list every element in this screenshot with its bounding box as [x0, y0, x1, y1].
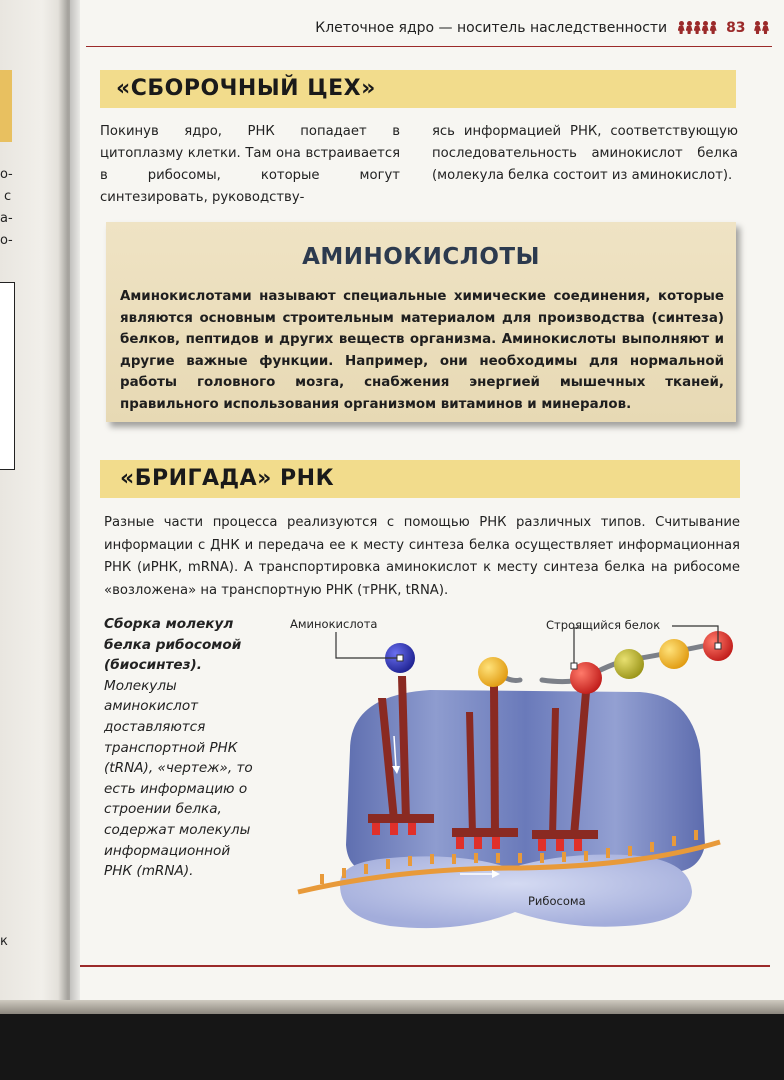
caption-text: Молекулы аминокислот доставляются транспортной РНК (tRNA), «чертеж», то есть информацию о строении белка, содержат молекулы информационной РНК (mRNA).	[104, 677, 253, 880]
left-page-fragment: а-	[0, 211, 13, 226]
caption-title: Сборка молекул белка рибосомой (биосинтез).	[104, 616, 242, 674]
section-title: «СБОРОЧНЫЙ ЦЕХ»	[116, 76, 376, 101]
left-page-fragment: о-	[0, 233, 13, 248]
section-text-col1: Покинув ядро, РНК попадает в цитоплазму клетки. Там она встраивается в рибосомы, которые могут синтезировать, руководству-	[100, 124, 400, 205]
header-rule	[86, 46, 772, 47]
left-page-box	[0, 282, 15, 470]
aminoacids-box	[106, 222, 736, 422]
label-amino-acid: Аминокислота	[290, 617, 378, 631]
section-title: «БРИГАДА» РНК	[120, 466, 335, 491]
section-text-col2: ясь информацией РНК, соответствующую последовательность аминокислот белка (молекула белка состоит из аминокислот).	[432, 124, 738, 183]
footer-rule	[80, 965, 770, 967]
figure-caption	[104, 614, 254, 882]
page-edge	[0, 1000, 784, 1014]
people-icon	[678, 21, 718, 38]
amino-acid-yellow	[478, 657, 508, 687]
page-number: 83	[726, 20, 746, 36]
label-ribosome: Рибосома	[528, 894, 586, 908]
left-page-fragment: о-	[0, 167, 13, 182]
people-icon	[754, 21, 770, 38]
rna-text: Разные части процесса реализуются с помощью РНК различных типов. Считывание информации с ДНК и передача ее к месту синтеза белка осуществляет информационная РНК (иРНК, mRNA). А транспортировка аминокислот к месту синтеза белка на рибосоме «возложена» на транспортную РНК (тРНК, tRNA).	[104, 515, 740, 598]
amino-acid-olive	[614, 649, 644, 679]
running-head	[200, 20, 770, 38]
aminoacids-text: Аминокислотами называют специальные химические соединения, которые являются основным строительным материалом для производства (синтеза) белков, пептидов и других веществ организма. Аминокислоты выполняют и другие важные функции. Например, они необходимы для нормальной работы головного мозга, снабжения энергией мышечных тканей, правильного использования организмом витаминов и минералов.	[120, 289, 724, 412]
biosynthesis-diagram	[280, 600, 760, 940]
aminoacids-title: АМИНОКИСЛОТЫ	[302, 244, 540, 270]
left-page-fragment: с	[4, 189, 12, 204]
amino-acid-yellow	[659, 639, 689, 669]
label-growing-protein: Строящийся белок	[546, 618, 661, 632]
running-head-title: Клеточное ядро — носитель наследственности	[315, 20, 668, 36]
left-page-fragment: к	[0, 934, 8, 949]
scan-background	[0, 1000, 784, 1080]
left-page-yellow-band	[0, 70, 12, 142]
book-gutter	[58, 0, 80, 1000]
